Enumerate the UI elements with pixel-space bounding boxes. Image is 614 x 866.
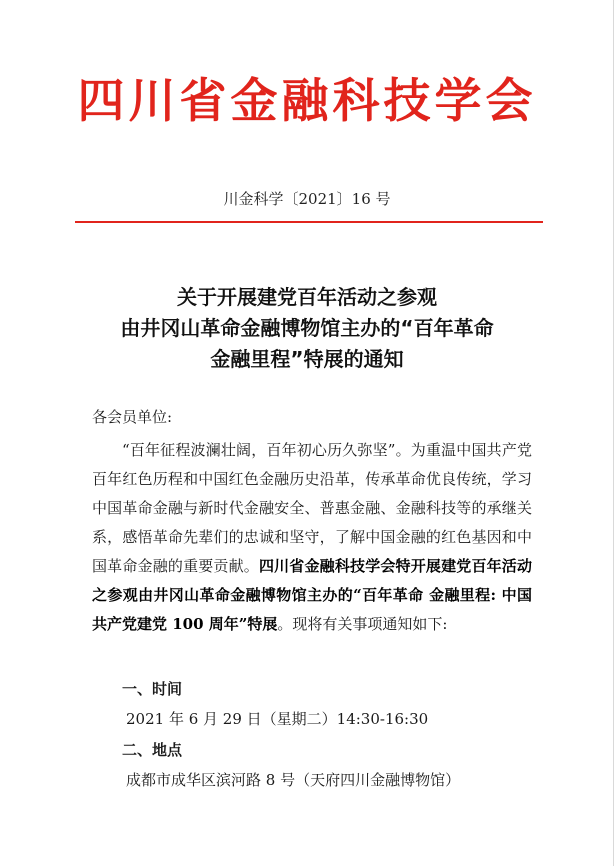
notice-title (0, 282, 614, 375)
section-heading-time: 一、时间 (122, 680, 183, 698)
organization-name: 四川省金融科技学会 (77, 74, 537, 129)
section-value-location: 成都市成华区滨河路 8 号（天府四川金融博物馆） (126, 771, 461, 789)
paragraph-bold-text: 四川省金融科技学会特开展建党百年活动之参观由井冈山革命金融博物馆主办的“百年革命 金融里程: 中国共产党建党 100 周年”特展 (92, 557, 532, 633)
salutation: 各会员单位: (92, 408, 173, 426)
section-value-time: 2021 年 6 月 29 日（星期二）14:30-16:30 (126, 710, 429, 728)
title-line-3: 金融里程”特展的通知 (210, 347, 404, 371)
red-divider-line (75, 221, 543, 223)
section-heading-location: 二、地点 (122, 741, 183, 759)
paragraph-tail: 。现将有关事项通知如下: (277, 615, 448, 633)
document-number: 川金科学〔2021〕16 号 (223, 190, 391, 208)
paragraph-text: “百年征程波澜壮阔，百年初心历久弥坚”。为重温中国共产党百年红色历程和中国红色金融历史沿革，传承革命优良传统，学习中国革命金融与新时代金融安全、普惠金融、金融科技等的承继关系，感悟革命先辈们的忠诚和坚守，了解中国金融的红色基因和中国革命金融的重要贡献。 (92, 441, 532, 575)
body-paragraph (92, 436, 532, 639)
title-line-1: 关于开展建党百年活动之参观 (177, 285, 437, 309)
title-line-2: 由井冈山革命金融博物馆主办的“百年革命 (120, 316, 494, 340)
